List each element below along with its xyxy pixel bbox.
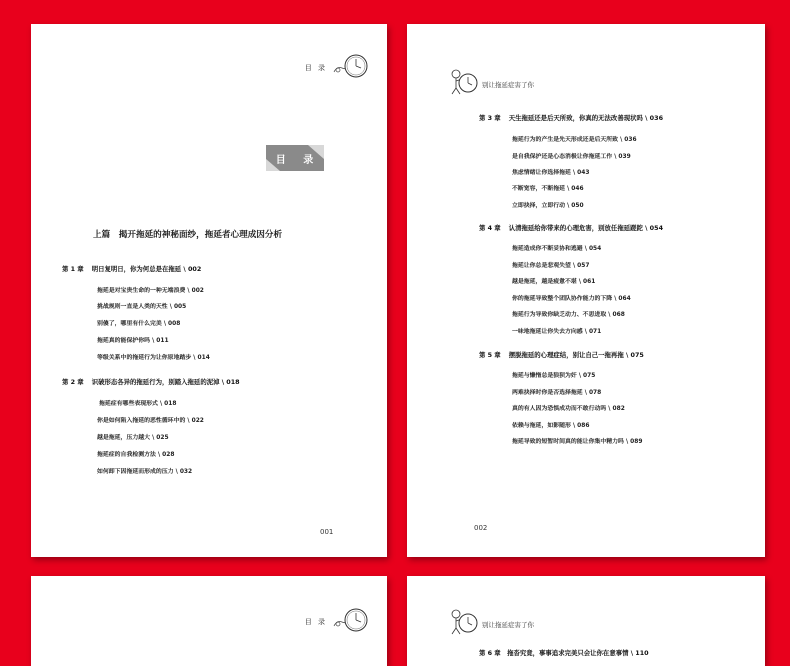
chapter-heading-cut: 第 6 章 拖沓究竟，事事追求完美只会让你在意事情 \ 110 xyxy=(479,649,649,657)
running-head xyxy=(305,606,369,638)
section-entry: 真的有人因为恐惧成功而不敢行动吗 \ 082 xyxy=(512,406,625,412)
section-entry: 你是如何陷入拖延的恶性循环中的 \ 022 xyxy=(97,418,204,424)
toc-banner-title: 目 录 xyxy=(275,154,321,166)
chapter-number: 第 2 章 xyxy=(62,378,84,386)
page-number: 001 xyxy=(320,528,334,536)
chapter-number: 第 3 章 xyxy=(479,114,501,122)
section-entry: 拖延症有哪些表现形式 \ 018 xyxy=(99,401,177,407)
chapter-heading xyxy=(479,350,644,359)
toc-banner xyxy=(266,145,324,171)
section-entry: 别傻了，哪里有什么完美 \ 008 xyxy=(97,321,181,327)
chapter-title: 认清拖延给你带来的心理危害，别放任拖延蹉跎 \ 054 xyxy=(508,224,664,232)
alarm-man-icon xyxy=(449,68,479,100)
section-entry: 如何卸下因拖延而形成的压力 \ 032 xyxy=(97,469,193,475)
section-entry: 拖延造成你不断妥协和逃避 \ 054 xyxy=(512,246,602,252)
section-entry: 拖延行为导致你缺乏动力、不思进取 \ 068 xyxy=(512,312,625,318)
chapter-title: 明日复明日，你为何总是在拖延 \ 002 xyxy=(91,265,202,273)
section-entry: 是自我保护还是心态消极让你拖延工作 \ 039 xyxy=(512,154,631,160)
section-entry: 越是拖延，越是疲惫不堪 \ 061 xyxy=(512,279,596,285)
section-entry: 一味地拖延让你失去方向感 \ 071 xyxy=(512,329,602,335)
page-number: 002 xyxy=(474,524,488,532)
chapter-heading xyxy=(479,113,663,122)
clock-icon xyxy=(331,606,369,638)
section-entry: 焦虑情绪让你选择拖延 \ 043 xyxy=(512,170,590,176)
toc-page-2 xyxy=(407,24,765,557)
part-title: 上篇 揭开拖延的神秘面纱，拖延者心理成因分析 xyxy=(93,230,283,240)
running-head-text: 目 录 xyxy=(304,618,327,626)
running-head xyxy=(449,608,534,640)
section-entry: 你的拖延导致整个团队协作能力的下降 \ 064 xyxy=(512,296,631,302)
chapter-title: 摆脱拖延的心理症结，别让自己一拖再拖 \ 075 xyxy=(508,351,644,359)
chapter-heading xyxy=(62,377,240,386)
toc-page-4 xyxy=(407,576,765,666)
running-head xyxy=(449,68,534,100)
toc-page-1 xyxy=(31,24,387,557)
chapter-number: 第 5 章 xyxy=(479,351,501,359)
chapter-heading xyxy=(479,223,663,232)
section-entry: 挑战规则一直是人类的天性 \ 005 xyxy=(97,304,187,310)
running-head-text: 目 录 xyxy=(304,64,327,72)
section-entry: 等级关系中的拖延行为让你原地踏步 \ 014 xyxy=(97,355,210,361)
section-entry: 拖延让你总是悲观失望 \ 057 xyxy=(512,263,590,269)
section-entry: 拖延症的自我检测方法 \ 028 xyxy=(97,452,175,458)
section-entry: 拖延真的能保护你吗 \ 011 xyxy=(97,338,169,344)
alarm-man-icon xyxy=(449,608,479,640)
chapter-title: 天生拖延还是后天所致，你真的无法改善现状吗 \ 036 xyxy=(508,114,664,122)
section-entry: 拖延导致的短暂时间真的能让你集中精力吗 \ 089 xyxy=(512,439,643,445)
chapter-number: 第 1 章 xyxy=(62,265,84,273)
section-entry: 拖延行为的产生是先天形成还是后天所致 \ 036 xyxy=(512,137,637,143)
section-entry: 拖延与懒惰总是狼狈为奸 \ 075 xyxy=(512,373,596,379)
clock-icon xyxy=(331,52,369,84)
section-entry: 依赖与拖延，如影随形 \ 086 xyxy=(512,423,590,429)
chapter-number: 第 4 章 xyxy=(479,224,501,232)
running-head-text: 别让拖延症害了你 xyxy=(482,80,534,89)
running-head-text: 别让拖延症害了你 xyxy=(482,620,534,629)
section-entry: 越是拖延，压力越大 \ 025 xyxy=(97,435,169,441)
toc-page-3 xyxy=(31,576,387,666)
running-head xyxy=(305,52,369,84)
section-entry: 立即抉择，立即行动 \ 050 xyxy=(512,203,584,209)
section-entry: 不断宽容，不断拖延 \ 046 xyxy=(512,186,584,192)
section-entry: 两难抉择时你是否选择拖延 \ 078 xyxy=(512,390,602,396)
chapter-heading xyxy=(62,264,201,273)
chapter-title: 识破形态各异的拖延行为，别踏入拖延的泥淖 \ 018 xyxy=(91,378,240,386)
section-entry: 拖延是对宝贵生命的一种无端浪费 \ 002 xyxy=(97,288,204,294)
